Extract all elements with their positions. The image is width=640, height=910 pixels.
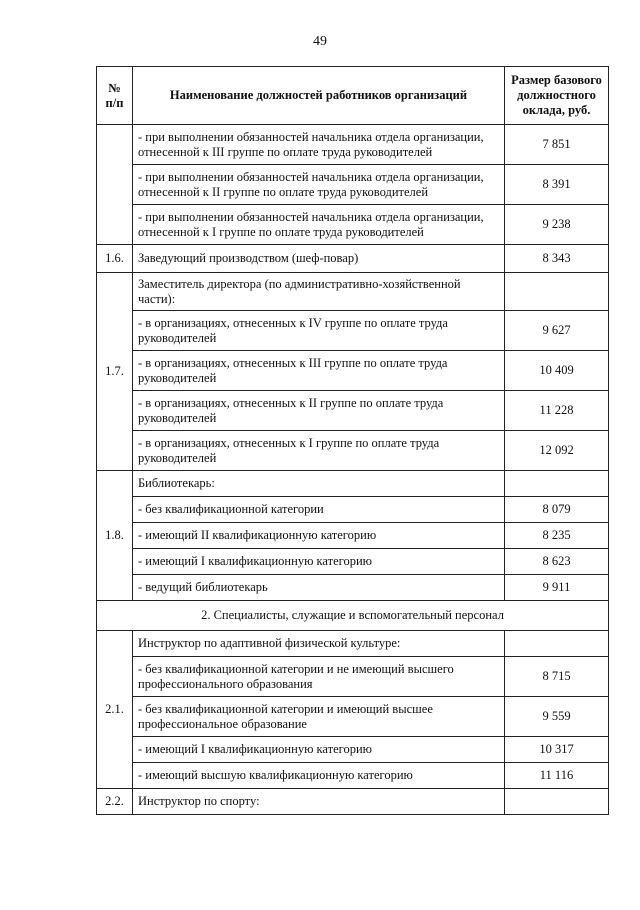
position-name: - в организациях, отнесенных к I группе по оплате труда руководителей [133,431,505,471]
salary-value: 10 317 [505,737,609,763]
position-name: - без квалификационной категории и не имеющий высшего профессионального образования [133,657,505,697]
salary-value: 9 559 [505,697,609,737]
table-header-row [97,67,609,125]
salary-value [505,273,609,311]
salary-value: 10 409 [505,351,609,391]
position-name: - имеющий II квалификационную категорию [133,523,505,549]
position-name: - при выполнении обязанностей начальника отдела организации, отнесенной к I группе по оплате труда руководителей [133,205,505,245]
table-row [97,125,609,165]
salary-value: 8 343 [505,245,609,273]
table-row [97,471,609,497]
table-row [97,575,609,601]
salary-value: 9 911 [505,575,609,601]
table-row [97,523,609,549]
table-row [97,657,609,697]
position-name: - ведущий библиотекарь [133,575,505,601]
table-row [97,165,609,205]
salary-value [505,789,609,815]
position-name: Инструктор по адаптивной физической культуре: [133,631,505,657]
table-row [97,431,609,471]
salary-value: 8 623 [505,549,609,575]
header-size: Размер базового должностного оклада, руб. [505,67,609,125]
header-num: № п/п [97,67,133,125]
position-name: - без квалификационной категории [133,497,505,523]
position-name: - имеющий I квалификационную категорию [133,737,505,763]
position-name: Библиотекарь: [133,471,505,497]
row-number: 1.8. [97,471,133,601]
table-row [97,789,609,815]
position-name: - в организациях, отнесенных к III группе по оплате труда руководителей [133,351,505,391]
section-title: 2. Специалисты, служащие и вспомогательный персонал [97,601,609,631]
position-name: Заместитель директора (по административно-хозяйственной части): [133,273,505,311]
salary-value: 11 116 [505,763,609,789]
salary-value: 11 228 [505,391,609,431]
table-row [97,311,609,351]
position-name: - при выполнении обязанностей начальника отдела организации, отнесенной к II группе по оплате труда руководителей [133,165,505,205]
salary-value: 9 238 [505,205,609,245]
table-row [97,391,609,431]
position-name: - в организациях, отнесенных к IV группе по оплате труда руководителей [133,311,505,351]
position-name: Инструктор по спорту: [133,789,505,815]
page-number: 49 [313,34,327,49]
position-name: - в организациях, отнесенных к II группе по оплате труда руководителей [133,391,505,431]
row-number: 1.7. [97,273,133,471]
position-name: - имеющий высшую квалификационную категорию [133,763,505,789]
salary-value: 12 092 [505,431,609,471]
table-row [97,631,609,657]
row-number [97,125,133,245]
position-name: - при выполнении обязанностей начальника отдела организации, отнесенной к III группе по оплате труда руководителей [133,125,505,165]
salary-value: 8 235 [505,523,609,549]
position-name: - без квалификационной категории и имеющий высшее профессиональное образование [133,697,505,737]
position-name: - имеющий I квалификационную категорию [133,549,505,575]
row-number: 2.1. [97,631,133,789]
table-row [97,497,609,523]
table-row [97,763,609,789]
salary-value [505,631,609,657]
table-row [97,245,609,273]
table-row [97,697,609,737]
position-name: Заведующий производством (шеф-повар) [133,245,505,273]
table-row [97,205,609,245]
salary-value: 7 851 [505,125,609,165]
table-row [97,273,609,311]
salary-value: 8 391 [505,165,609,205]
table-row [97,351,609,391]
header-name: Наименование должностей работников организаций [133,67,505,125]
section-row [97,601,609,631]
salary-value: 9 627 [505,311,609,351]
salary-value: 8 715 [505,657,609,697]
table-row [97,549,609,575]
row-number: 1.6. [97,245,133,273]
salary-table [96,66,609,815]
salary-value: 8 079 [505,497,609,523]
table-row [97,737,609,763]
salary-value [505,471,609,497]
row-number: 2.2. [97,789,133,815]
